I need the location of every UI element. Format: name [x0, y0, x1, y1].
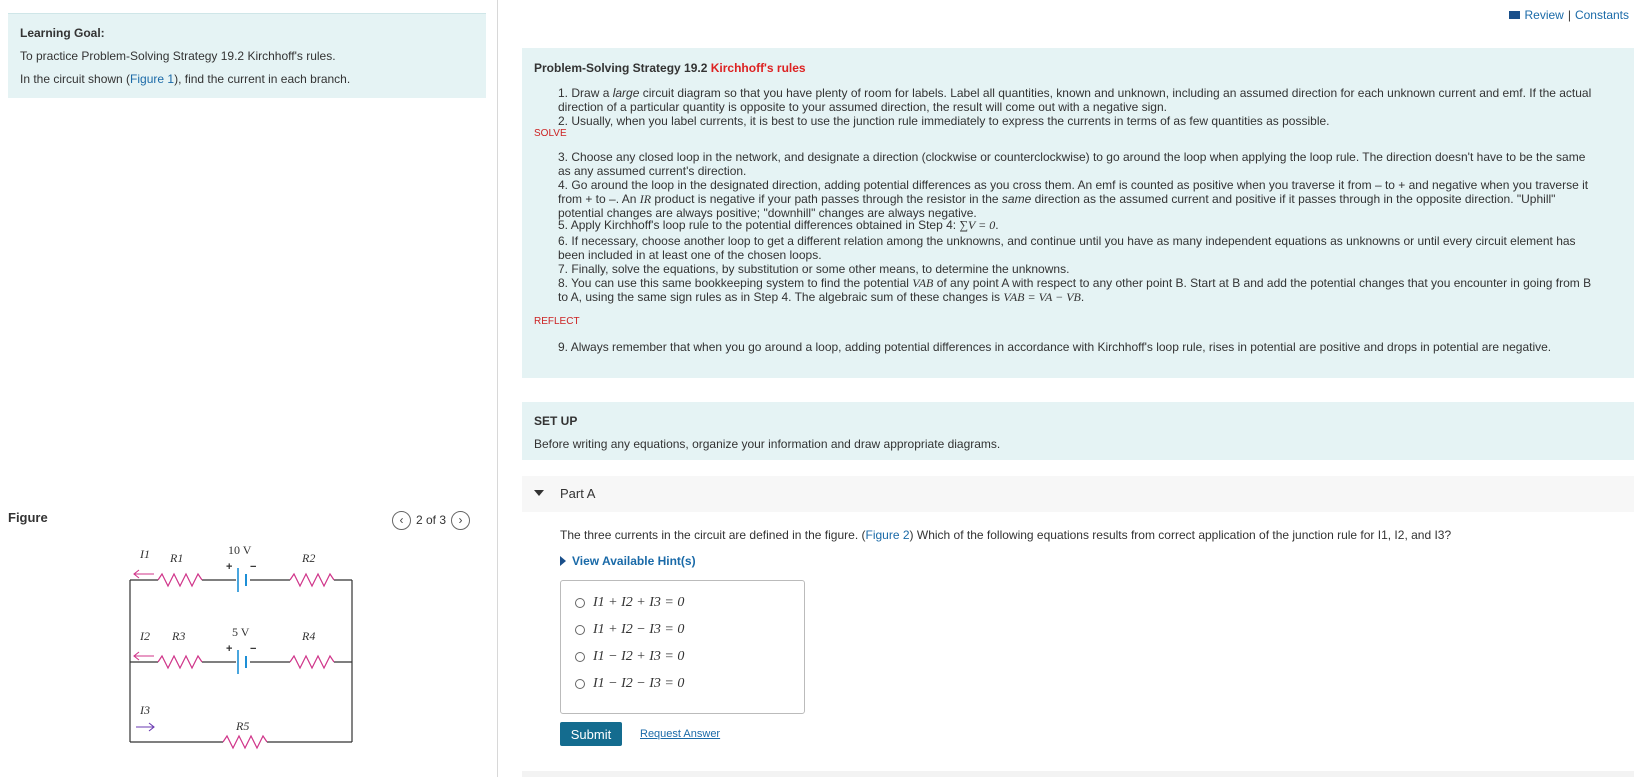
answer-choices [560, 580, 805, 714]
step-9 [558, 340, 1598, 354]
step-text: If necessary, choose another loop to get a different relation among the unknowns, and continue until you have as many independent equations as unknowns or until every circuit element has been included in at least one of the chosen loops. [558, 234, 1576, 262]
step-text: Finally, solve the equations, by substitution or some other means, to determine the unknowns. [571, 262, 1070, 276]
strategy-box [522, 48, 1634, 378]
label-5v: 5 V [232, 625, 250, 639]
part-a-question [560, 528, 1451, 542]
step-text: product is negative if your path passes through the resistor in the [651, 192, 1002, 206]
figure-title: Figure [8, 510, 48, 525]
step-8 [558, 276, 1598, 304]
step-7 [558, 262, 1598, 276]
request-answer-link[interactable]: Request Answer [640, 728, 721, 740]
review-icon [1509, 11, 1520, 19]
review-separator: | [1567, 8, 1571, 22]
question-suffix: ) Which of the following equations results from correct application of the junction rule for I1, I2, and I3? [909, 528, 1452, 542]
question-prefix: The three currents in the circuit are defined in the figure. ( [560, 528, 866, 542]
radio-button[interactable] [575, 625, 585, 635]
step-number: 5. [558, 218, 569, 232]
prev-figure-button[interactable]: ‹ [392, 511, 411, 530]
step-text: Apply Kirchhoff's loop rule to the potential differences obtained in Step 4: [570, 218, 960, 232]
strategy-title [534, 61, 806, 75]
bottom-strip [522, 771, 1634, 777]
step-2 [558, 114, 1598, 128]
caret-right-icon [560, 556, 566, 566]
label-minus-2: − [250, 643, 257, 655]
step-text: Go around the loop in the designated direction, adding potential differences as you cross them. An emf is counted as positive when you traverse it from – to + and negative when you traverse it from + to –. An [558, 178, 1589, 206]
figure-pager [392, 510, 470, 530]
choice-1[interactable] [575, 595, 684, 611]
goal-line2-suffix: ), find the current in each branch. [174, 72, 351, 86]
step-emphasis: large [612, 86, 640, 100]
part-a-header[interactable] [522, 476, 1634, 512]
step-text: . [1080, 290, 1085, 304]
step-5 [558, 218, 1598, 232]
solve-label: SOLVE [534, 128, 567, 139]
step-4 [558, 178, 1598, 220]
step-number: 8. [558, 276, 569, 290]
step-1 [558, 86, 1598, 114]
strategy-title-prefix: Problem-Solving Strategy 19.2 [534, 61, 708, 75]
label-plus-2: + [226, 643, 233, 655]
step-text: . [995, 218, 999, 232]
radio-button[interactable] [575, 652, 585, 662]
learning-goal-title: Learning Goal: [20, 26, 105, 40]
choice-3[interactable] [575, 649, 684, 665]
step-math: VAB = VA − VB [1003, 290, 1081, 304]
step-text: circuit diagram so that you have plenty of room for labels. Label all quantities, known and unknown, including an assumed direction for each unknown current and emf. If the actual direction of a particular quantity is opposite to your assumed direction, the result will come out with a negative sign. [558, 86, 1592, 114]
hint-label: View Available Hint(s) [572, 554, 696, 568]
step-text: Choose any closed loop in the network, and designate a direction (clockwise or counterclockwise) to go around the loop when applying the loop rule. The direction doesn't have to be the same as any assumed current's direction. [558, 150, 1586, 178]
label-10v: 10 V [228, 543, 252, 557]
step-6 [558, 234, 1598, 262]
step-number: 1. [558, 86, 569, 100]
figure-pager-text: 2 of 3 [416, 513, 447, 527]
step-text: Draw a [571, 86, 613, 100]
setup-title: SET UP [534, 414, 578, 428]
label-i1: I1 [140, 547, 150, 561]
view-hints-toggle[interactable] [560, 554, 696, 568]
learning-goal-line2 [20, 72, 350, 86]
setup-text: Before writing any equations, organize your information and draw appropriate diagrams. [534, 437, 1001, 451]
label-plus-1: + [226, 561, 233, 573]
step-text: direction as the assumed current and positive if it passes through in the opposite direction. "Uphill" potential changes are always positive; "downhill" changes are always negative. [558, 192, 1556, 220]
step-text: Usually, when you label currents, it is best to use the junction rule immediately to express the currents in terms of as few quantities as possible. [571, 114, 1330, 128]
choice-4[interactable] [575, 676, 684, 692]
radio-button[interactable] [575, 598, 585, 608]
choice-text: I1 − I2 − I3 = 0 [593, 676, 685, 691]
figure-1-link[interactable]: Figure 1 [130, 72, 175, 86]
reflect-label: REFLECT [534, 316, 580, 327]
goal-line2-prefix: In the circuit shown ( [20, 72, 131, 86]
label-r2: R2 [302, 551, 316, 565]
step-3 [558, 150, 1598, 178]
step-text: You can use this same bookkeeping system to find the potential [571, 276, 913, 290]
label-r5: R5 [236, 719, 250, 733]
choice-2[interactable] [575, 622, 684, 638]
step-number: 4. [558, 178, 569, 192]
review-link[interactable]: Review [1524, 8, 1564, 22]
choice-text: I1 + I2 − I3 = 0 [593, 622, 685, 637]
step-emphasis: same [1001, 192, 1032, 206]
label-r1: R1 [170, 551, 184, 565]
label-minus-1: − [250, 561, 257, 573]
step-math: IR [639, 192, 652, 206]
choice-text: I1 + I2 + I3 = 0 [593, 595, 685, 610]
label-i3: I3 [140, 703, 150, 717]
next-figure-button[interactable]: › [451, 511, 470, 530]
step-text: of any point A with respect to any other point B. Start at B and add the potential changes that you encounter in going from B to A, using the same sign rules as in Step 4. The algebraic sum of these changes is [558, 276, 1592, 304]
label-r3: R3 [172, 629, 186, 643]
review-constants [1509, 8, 1629, 22]
label-i2: I2 [140, 629, 150, 643]
strategy-title-red: Kirchhoff's rules [710, 61, 806, 75]
choice-text: I1 − I2 + I3 = 0 [593, 649, 685, 664]
step-number: 9. [558, 340, 569, 354]
step-number: 2. [558, 114, 569, 128]
submit-button[interactable]: Submit [560, 722, 622, 746]
step-number: 7. [558, 262, 569, 276]
learning-goal-line1: To practice Problem-Solving Strategy 19.2 Kirchhoff's rules. [20, 49, 336, 63]
collapse-caret-icon[interactable] [534, 490, 544, 496]
step-number: 6. [558, 234, 569, 248]
figure-2-link[interactable]: Figure 2 [865, 528, 910, 542]
step-text: Always remember that when you go around a loop, adding potential differences in accordance with Kirchhoff's loop rule, rises in potential are positive and drops in potential are negative. [570, 340, 1552, 354]
label-r4: R4 [302, 629, 316, 643]
constants-link[interactable]: Constants [1574, 8, 1629, 22]
step-math: ∑V = 0 [959, 218, 996, 232]
step-math: VAB [912, 276, 934, 290]
learning-goal-box [8, 13, 486, 98]
left-panel [0, 0, 497, 777]
setup-box [522, 402, 1634, 460]
part-a-label: Part A [560, 486, 596, 501]
radio-button[interactable] [575, 679, 585, 689]
step-number: 3. [558, 150, 569, 164]
circuit-figure [130, 543, 370, 762]
